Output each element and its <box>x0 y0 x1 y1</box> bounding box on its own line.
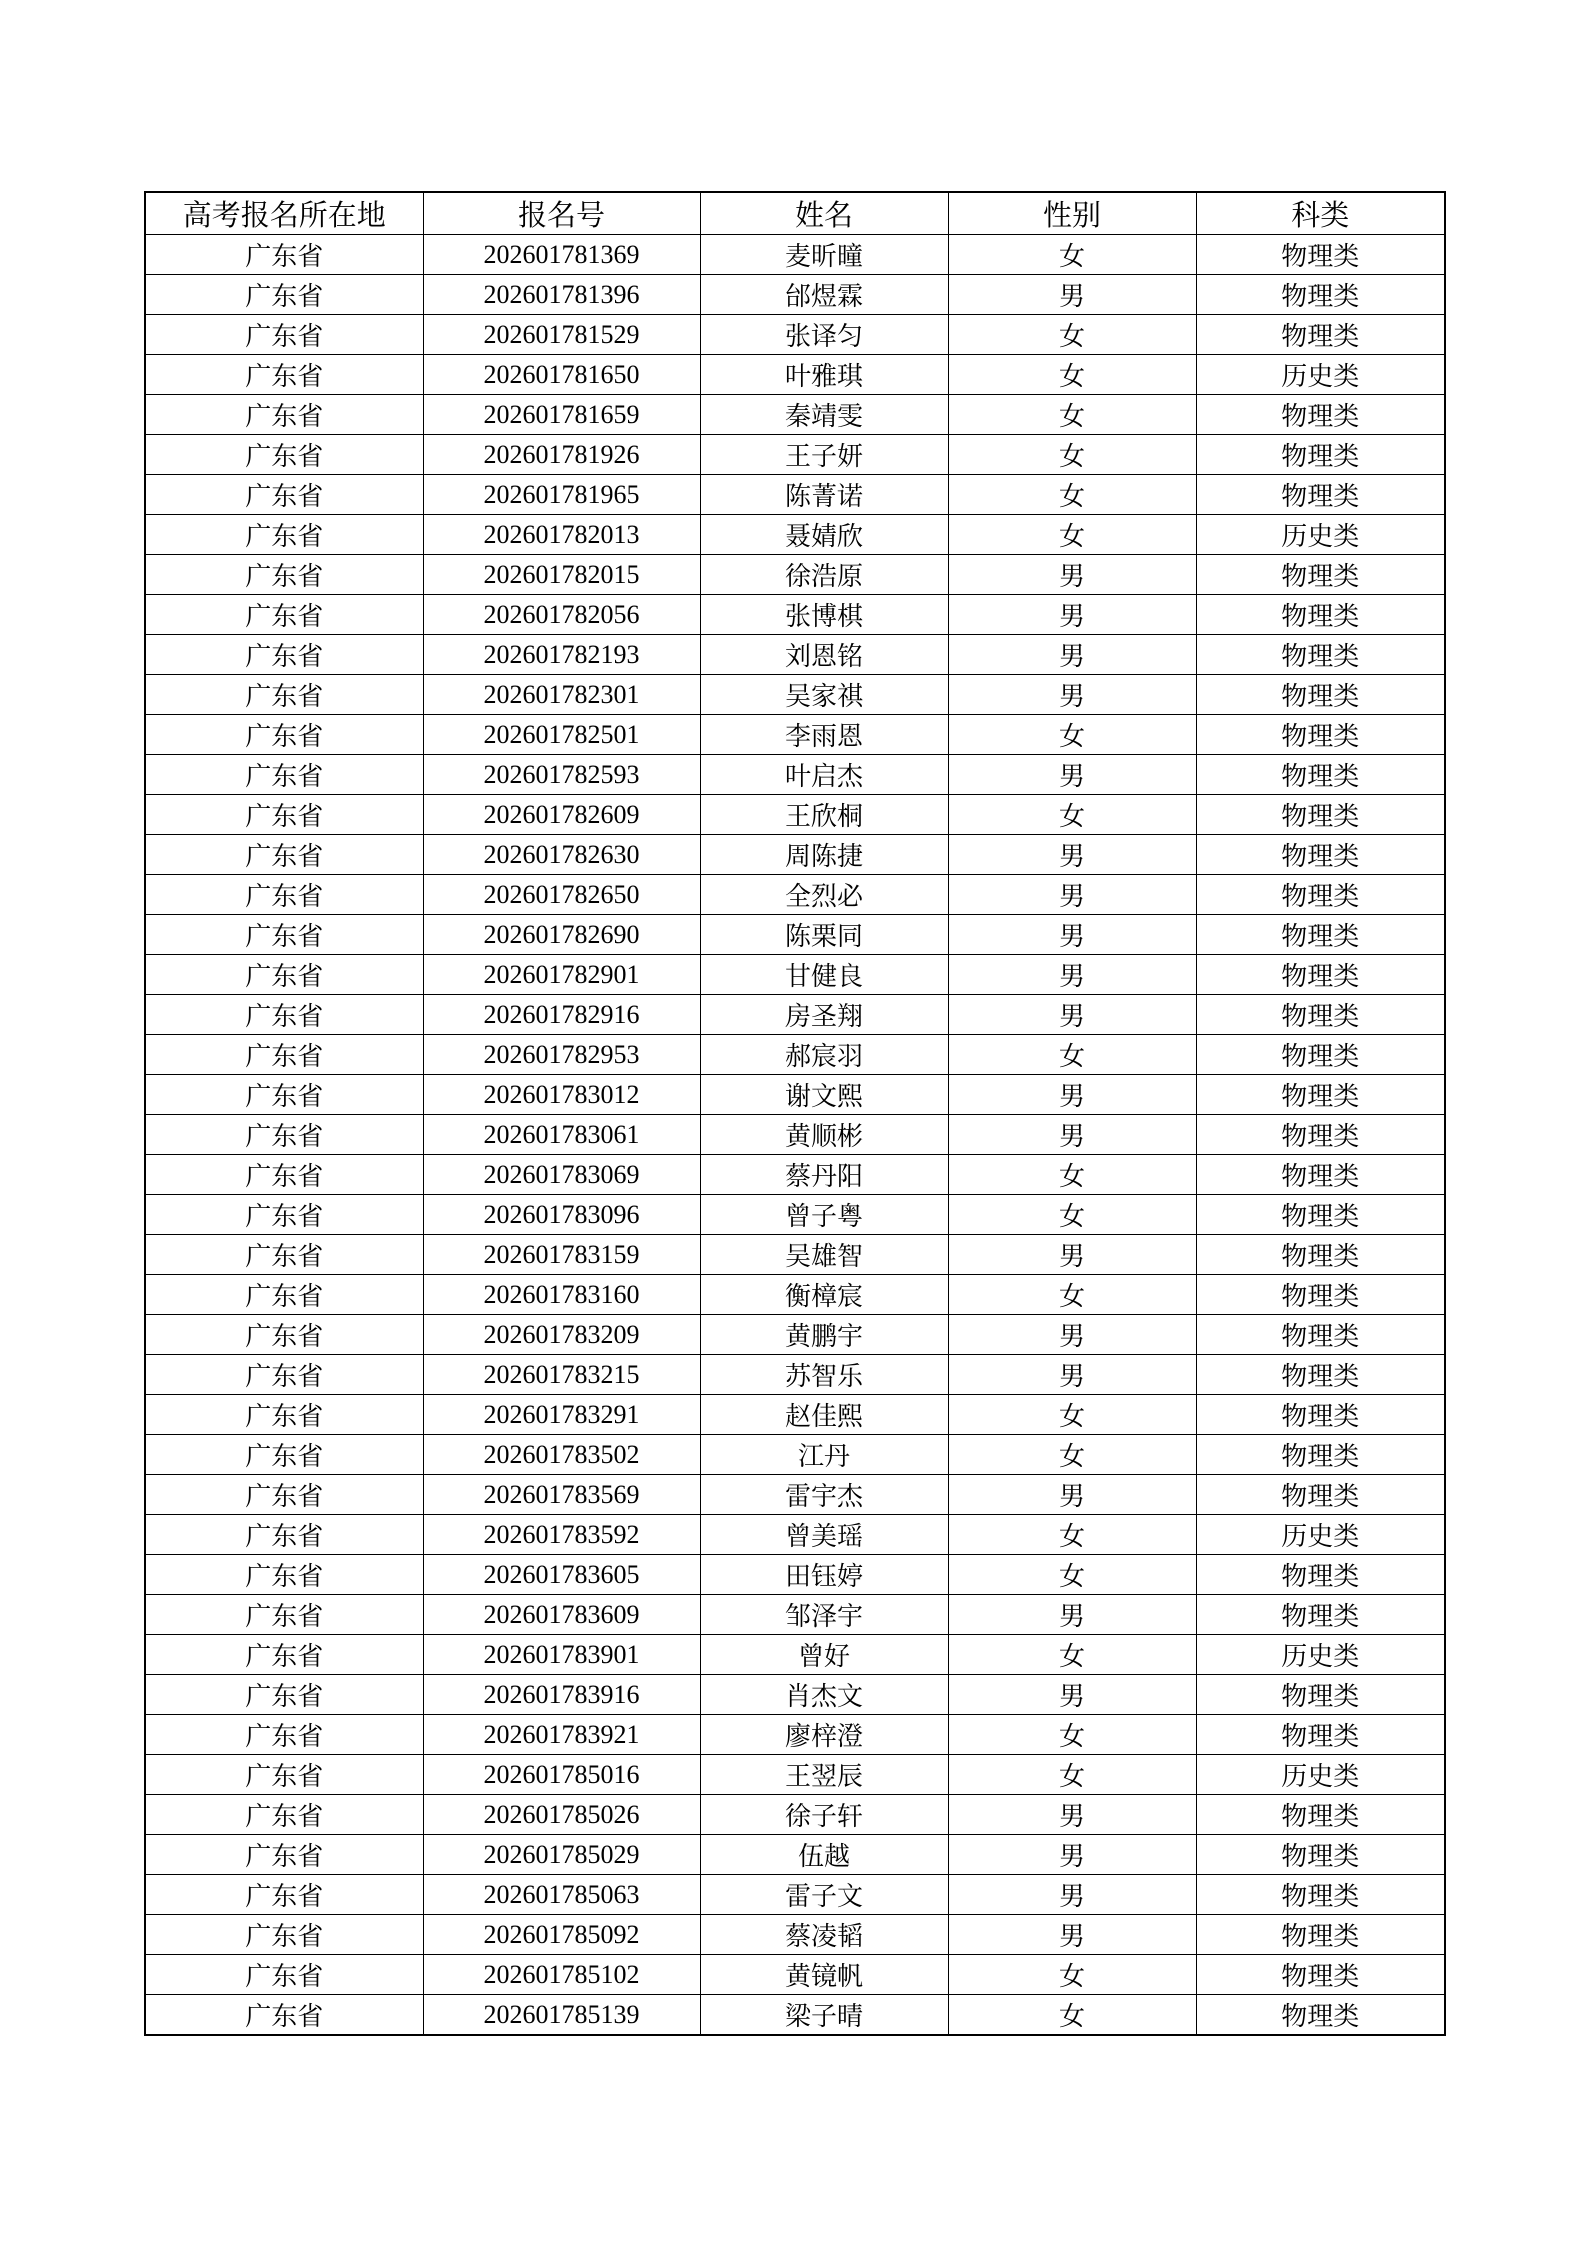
table-row <box>145 795 1445 835</box>
cell-region: 广东省 <box>145 795 423 835</box>
cell-name: 赵佳熙 <box>700 1395 948 1435</box>
cell-name: 雷宇杰 <box>700 1475 948 1515</box>
table-row <box>145 835 1445 875</box>
cell-region: 广东省 <box>145 315 423 355</box>
cell-subject-category: 物理类 <box>1196 1955 1445 1995</box>
table-row <box>145 715 1445 755</box>
cell-registration-number: 202601783569 <box>423 1475 700 1515</box>
cell-region: 广东省 <box>145 915 423 955</box>
table-row <box>145 1075 1445 1115</box>
cell-subject-category: 物理类 <box>1196 1355 1445 1395</box>
cell-region: 广东省 <box>145 1755 423 1795</box>
cell-gender: 男 <box>948 995 1196 1035</box>
cell-subject-category: 物理类 <box>1196 795 1445 835</box>
cell-name: 麦昕曈 <box>700 235 948 275</box>
cell-subject-category: 物理类 <box>1196 955 1445 995</box>
cell-region: 广东省 <box>145 1275 423 1315</box>
cell-registration-number: 202601785102 <box>423 1955 700 1995</box>
cell-region: 广东省 <box>145 1035 423 1075</box>
cell-subject-category: 物理类 <box>1196 1195 1445 1235</box>
cell-region: 广东省 <box>145 1875 423 1915</box>
cell-gender: 女 <box>948 1515 1196 1555</box>
cell-name: 曾美瑶 <box>700 1515 948 1555</box>
table-row <box>145 955 1445 995</box>
cell-region: 广东省 <box>145 395 423 435</box>
cell-name: 曾好 <box>700 1635 948 1675</box>
cell-region: 广东省 <box>145 1395 423 1435</box>
cell-region: 广东省 <box>145 1555 423 1595</box>
table-row <box>145 1715 1445 1755</box>
cell-registration-number: 202601782056 <box>423 595 700 635</box>
cell-region: 广东省 <box>145 515 423 555</box>
cell-name: 周陈捷 <box>700 835 948 875</box>
cell-registration-number: 202601782916 <box>423 995 700 1035</box>
table-row <box>145 275 1445 315</box>
cell-subject-category: 物理类 <box>1196 915 1445 955</box>
cell-subject-category: 物理类 <box>1196 1995 1445 2036</box>
cell-registration-number: 202601783215 <box>423 1355 700 1395</box>
cell-subject-category: 物理类 <box>1196 1875 1445 1915</box>
table-row <box>145 555 1445 595</box>
cell-region: 广东省 <box>145 1675 423 1715</box>
cell-subject-category: 物理类 <box>1196 1075 1445 1115</box>
cell-registration-number: 202601783609 <box>423 1595 700 1635</box>
cell-region: 广东省 <box>145 1115 423 1155</box>
table-row <box>145 1315 1445 1355</box>
cell-name: 蔡凌韬 <box>700 1915 948 1955</box>
cell-registration-number: 202601783096 <box>423 1195 700 1235</box>
cell-registration-number: 202601782501 <box>423 715 700 755</box>
cell-gender: 男 <box>948 1315 1196 1355</box>
cell-subject-category: 物理类 <box>1196 1595 1445 1635</box>
cell-gender: 女 <box>948 795 1196 835</box>
cell-registration-number: 202601783921 <box>423 1715 700 1755</box>
cell-name: 秦靖雯 <box>700 395 948 435</box>
cell-region: 广东省 <box>145 1355 423 1395</box>
cell-gender: 男 <box>948 595 1196 635</box>
cell-registration-number: 202601782901 <box>423 955 700 995</box>
cell-gender: 女 <box>948 395 1196 435</box>
cell-gender: 男 <box>948 1915 1196 1955</box>
cell-gender: 女 <box>948 515 1196 555</box>
cell-registration-number: 202601782015 <box>423 555 700 595</box>
table-header-row <box>145 192 1445 235</box>
cell-gender: 男 <box>948 755 1196 795</box>
cell-name: 叶启杰 <box>700 755 948 795</box>
cell-region: 广东省 <box>145 1435 423 1475</box>
cell-registration-number: 202601785139 <box>423 1995 700 2036</box>
table-row <box>145 1195 1445 1235</box>
table-row <box>145 635 1445 675</box>
cell-name: 徐子轩 <box>700 1795 948 1835</box>
cell-subject-category: 物理类 <box>1196 755 1445 795</box>
table-row <box>145 1835 1445 1875</box>
cell-region: 广东省 <box>145 595 423 635</box>
cell-name: 徐浩原 <box>700 555 948 595</box>
cell-registration-number: 202601783061 <box>423 1115 700 1155</box>
header-gender: 性别 <box>948 192 1196 235</box>
cell-name: 苏智乐 <box>700 1355 948 1395</box>
cell-subject-category: 历史类 <box>1196 1515 1445 1555</box>
applicant-table <box>144 191 1446 2036</box>
cell-gender: 女 <box>948 1755 1196 1795</box>
cell-region: 广东省 <box>145 1315 423 1355</box>
table-row <box>145 1555 1445 1595</box>
cell-gender: 男 <box>948 835 1196 875</box>
table-row <box>145 1515 1445 1555</box>
cell-name: 廖梓澄 <box>700 1715 948 1755</box>
cell-subject-category: 历史类 <box>1196 515 1445 555</box>
table-row <box>145 435 1445 475</box>
cell-name: 张译匀 <box>700 315 948 355</box>
table-row <box>145 1235 1445 1275</box>
cell-gender: 女 <box>948 435 1196 475</box>
cell-gender: 男 <box>948 1675 1196 1715</box>
cell-name: 刘恩铭 <box>700 635 948 675</box>
cell-name: 李雨恩 <box>700 715 948 755</box>
cell-registration-number: 202601783592 <box>423 1515 700 1555</box>
cell-name: 陈栗同 <box>700 915 948 955</box>
cell-registration-number: 202601783916 <box>423 1675 700 1715</box>
cell-registration-number: 202601785016 <box>423 1755 700 1795</box>
cell-name: 黄镜帆 <box>700 1955 948 1995</box>
cell-name: 田钰婷 <box>700 1555 948 1595</box>
cell-registration-number: 202601785026 <box>423 1795 700 1835</box>
table-row <box>145 515 1445 555</box>
cell-registration-number: 202601781926 <box>423 435 700 475</box>
cell-gender: 女 <box>948 1435 1196 1475</box>
cell-gender: 男 <box>948 275 1196 315</box>
cell-gender: 女 <box>948 315 1196 355</box>
cell-registration-number: 202601782301 <box>423 675 700 715</box>
cell-registration-number: 202601781369 <box>423 235 700 275</box>
cell-gender: 男 <box>948 1115 1196 1155</box>
cell-subject-category: 物理类 <box>1196 275 1445 315</box>
cell-name: 张博棋 <box>700 595 948 635</box>
header-subject-category: 科类 <box>1196 192 1445 235</box>
cell-name: 江丹 <box>700 1435 948 1475</box>
cell-subject-category: 物理类 <box>1196 395 1445 435</box>
table-row <box>145 1155 1445 1195</box>
cell-region: 广东省 <box>145 955 423 995</box>
cell-subject-category: 物理类 <box>1196 1835 1445 1875</box>
cell-name: 谢文熙 <box>700 1075 948 1115</box>
cell-subject-category: 物理类 <box>1196 435 1445 475</box>
cell-subject-category: 物理类 <box>1196 835 1445 875</box>
cell-subject-category: 物理类 <box>1196 1235 1445 1275</box>
cell-subject-category: 物理类 <box>1196 675 1445 715</box>
cell-name: 伍越 <box>700 1835 948 1875</box>
cell-name: 梁子晴 <box>700 1995 948 2036</box>
table-row <box>145 1035 1445 1075</box>
cell-region: 广东省 <box>145 1195 423 1235</box>
cell-gender: 男 <box>948 635 1196 675</box>
cell-name: 邹泽宇 <box>700 1595 948 1635</box>
cell-region: 广东省 <box>145 635 423 675</box>
cell-gender: 男 <box>948 1875 1196 1915</box>
cell-subject-category: 物理类 <box>1196 555 1445 595</box>
cell-registration-number: 202601785092 <box>423 1915 700 1955</box>
cell-subject-category: 历史类 <box>1196 1635 1445 1675</box>
cell-region: 广东省 <box>145 1915 423 1955</box>
cell-name: 蔡丹阳 <box>700 1155 948 1195</box>
table-body <box>145 235 1445 2036</box>
cell-gender: 男 <box>948 675 1196 715</box>
cell-registration-number: 202601782690 <box>423 915 700 955</box>
cell-name: 房圣翔 <box>700 995 948 1035</box>
cell-registration-number: 202601782609 <box>423 795 700 835</box>
cell-gender: 女 <box>948 1635 1196 1675</box>
cell-region: 广东省 <box>145 275 423 315</box>
table-row <box>145 1435 1445 1475</box>
cell-registration-number: 202601783069 <box>423 1155 700 1195</box>
table-row <box>145 675 1445 715</box>
cell-gender: 女 <box>948 355 1196 395</box>
table-row <box>145 1635 1445 1675</box>
table-row <box>145 595 1445 635</box>
table-row <box>145 1395 1445 1435</box>
cell-name: 全烈必 <box>700 875 948 915</box>
cell-registration-number: 202601782013 <box>423 515 700 555</box>
cell-subject-category: 物理类 <box>1196 635 1445 675</box>
cell-registration-number: 202601783012 <box>423 1075 700 1115</box>
cell-region: 广东省 <box>145 715 423 755</box>
table-row <box>145 1475 1445 1515</box>
cell-name: 黄鹏宇 <box>700 1315 948 1355</box>
cell-gender: 男 <box>948 1475 1196 1515</box>
table-row <box>145 755 1445 795</box>
cell-name: 吴雄智 <box>700 1235 948 1275</box>
cell-subject-category: 物理类 <box>1196 715 1445 755</box>
cell-region: 广东省 <box>145 1515 423 1555</box>
cell-region: 广东省 <box>145 755 423 795</box>
cell-gender: 女 <box>948 1035 1196 1075</box>
cell-registration-number: 202601783159 <box>423 1235 700 1275</box>
cell-region: 广东省 <box>145 835 423 875</box>
cell-subject-category: 物理类 <box>1196 1395 1445 1435</box>
header-region: 高考报名所在地 <box>145 192 423 235</box>
cell-name: 衡樟宸 <box>700 1275 948 1315</box>
table-row <box>145 1955 1445 1995</box>
table-row <box>145 1675 1445 1715</box>
cell-registration-number: 202601781396 <box>423 275 700 315</box>
cell-subject-category: 物理类 <box>1196 1555 1445 1595</box>
table-row <box>145 915 1445 955</box>
cell-subject-category: 历史类 <box>1196 355 1445 395</box>
table-row <box>145 1995 1445 2036</box>
cell-gender: 男 <box>948 1835 1196 1875</box>
cell-region: 广东省 <box>145 1595 423 1635</box>
cell-subject-category: 物理类 <box>1196 1795 1445 1835</box>
table-row <box>145 1275 1445 1315</box>
cell-registration-number: 202601781529 <box>423 315 700 355</box>
cell-subject-category: 物理类 <box>1196 1715 1445 1755</box>
cell-registration-number: 202601783209 <box>423 1315 700 1355</box>
cell-name: 叶雅琪 <box>700 355 948 395</box>
header-registration-number: 报名号 <box>423 192 700 235</box>
cell-region: 广东省 <box>145 1995 423 2036</box>
cell-name: 雷子文 <box>700 1875 948 1915</box>
cell-region: 广东省 <box>145 1475 423 1515</box>
table-row <box>145 315 1445 355</box>
cell-region: 广东省 <box>145 1835 423 1875</box>
table-row <box>145 475 1445 515</box>
cell-gender: 男 <box>948 1235 1196 1275</box>
cell-name: 郝宸羽 <box>700 1035 948 1075</box>
cell-subject-category: 物理类 <box>1196 1475 1445 1515</box>
cell-gender: 男 <box>948 875 1196 915</box>
table-row <box>145 1915 1445 1955</box>
cell-name: 聂婧欣 <box>700 515 948 555</box>
cell-region: 广东省 <box>145 1155 423 1195</box>
cell-subject-category: 物理类 <box>1196 1675 1445 1715</box>
cell-gender: 女 <box>948 475 1196 515</box>
table-row <box>145 355 1445 395</box>
cell-registration-number: 202601783502 <box>423 1435 700 1475</box>
table-row <box>145 1795 1445 1835</box>
cell-name: 吴家祺 <box>700 675 948 715</box>
cell-subject-category: 物理类 <box>1196 1915 1445 1955</box>
table-row <box>145 1755 1445 1795</box>
table-row <box>145 1595 1445 1635</box>
cell-region: 广东省 <box>145 1235 423 1275</box>
cell-subject-category: 物理类 <box>1196 1115 1445 1155</box>
cell-region: 广东省 <box>145 875 423 915</box>
cell-subject-category: 物理类 <box>1196 595 1445 635</box>
cell-gender: 男 <box>948 1355 1196 1395</box>
cell-region: 广东省 <box>145 555 423 595</box>
cell-region: 广东省 <box>145 675 423 715</box>
cell-registration-number: 202601781650 <box>423 355 700 395</box>
cell-gender: 男 <box>948 1595 1196 1635</box>
cell-region: 广东省 <box>145 475 423 515</box>
cell-name: 陈菁诺 <box>700 475 948 515</box>
cell-registration-number: 202601783160 <box>423 1275 700 1315</box>
cell-region: 广东省 <box>145 355 423 395</box>
cell-subject-category: 物理类 <box>1196 1155 1445 1195</box>
table-row <box>145 395 1445 435</box>
cell-gender: 女 <box>948 1395 1196 1435</box>
cell-gender: 女 <box>948 1155 1196 1195</box>
table-row <box>145 995 1445 1035</box>
table-row <box>145 1875 1445 1915</box>
cell-subject-category: 物理类 <box>1196 1035 1445 1075</box>
cell-gender: 女 <box>948 1715 1196 1755</box>
cell-name: 王翌辰 <box>700 1755 948 1795</box>
cell-gender: 女 <box>948 715 1196 755</box>
cell-gender: 女 <box>948 1955 1196 1995</box>
cell-subject-category: 物理类 <box>1196 235 1445 275</box>
table-row <box>145 235 1445 275</box>
cell-subject-category: 历史类 <box>1196 1755 1445 1795</box>
cell-region: 广东省 <box>145 1075 423 1115</box>
cell-registration-number: 202601782650 <box>423 875 700 915</box>
cell-registration-number: 202601781965 <box>423 475 700 515</box>
cell-subject-category: 物理类 <box>1196 1315 1445 1355</box>
cell-subject-category: 物理类 <box>1196 475 1445 515</box>
cell-gender: 女 <box>948 1275 1196 1315</box>
cell-subject-category: 物理类 <box>1196 875 1445 915</box>
cell-registration-number: 202601782630 <box>423 835 700 875</box>
header-name: 姓名 <box>700 192 948 235</box>
cell-registration-number: 202601785029 <box>423 1835 700 1875</box>
table-row <box>145 1355 1445 1395</box>
cell-name: 曾子粤 <box>700 1195 948 1235</box>
cell-gender: 女 <box>948 1995 1196 2036</box>
cell-gender: 男 <box>948 955 1196 995</box>
table-row <box>145 1115 1445 1155</box>
cell-name: 王子妍 <box>700 435 948 475</box>
cell-registration-number: 202601783605 <box>423 1555 700 1595</box>
cell-registration-number: 202601782193 <box>423 635 700 675</box>
cell-subject-category: 物理类 <box>1196 315 1445 355</box>
cell-name: 肖杰文 <box>700 1675 948 1715</box>
cell-subject-category: 物理类 <box>1196 1435 1445 1475</box>
cell-registration-number: 202601785063 <box>423 1875 700 1915</box>
cell-registration-number: 202601782593 <box>423 755 700 795</box>
cell-registration-number: 202601782953 <box>423 1035 700 1075</box>
cell-region: 广东省 <box>145 995 423 1035</box>
cell-gender: 女 <box>948 1195 1196 1235</box>
cell-subject-category: 物理类 <box>1196 995 1445 1035</box>
cell-gender: 男 <box>948 915 1196 955</box>
cell-gender: 男 <box>948 1075 1196 1115</box>
cell-gender: 男 <box>948 555 1196 595</box>
cell-gender: 女 <box>948 235 1196 275</box>
cell-subject-category: 物理类 <box>1196 1275 1445 1315</box>
cell-region: 广东省 <box>145 1635 423 1675</box>
cell-region: 广东省 <box>145 1795 423 1835</box>
cell-registration-number: 202601781659 <box>423 395 700 435</box>
cell-registration-number: 202601783901 <box>423 1635 700 1675</box>
cell-region: 广东省 <box>145 235 423 275</box>
cell-gender: 男 <box>948 1795 1196 1835</box>
cell-region: 广东省 <box>145 1955 423 1995</box>
cell-region: 广东省 <box>145 435 423 475</box>
cell-region: 广东省 <box>145 1715 423 1755</box>
cell-name: 邰煜霖 <box>700 275 948 315</box>
cell-registration-number: 202601783291 <box>423 1395 700 1435</box>
cell-gender: 女 <box>948 1555 1196 1595</box>
cell-name: 黄顺彬 <box>700 1115 948 1155</box>
table-row <box>145 875 1445 915</box>
cell-name: 王欣桐 <box>700 795 948 835</box>
cell-name: 甘健良 <box>700 955 948 995</box>
